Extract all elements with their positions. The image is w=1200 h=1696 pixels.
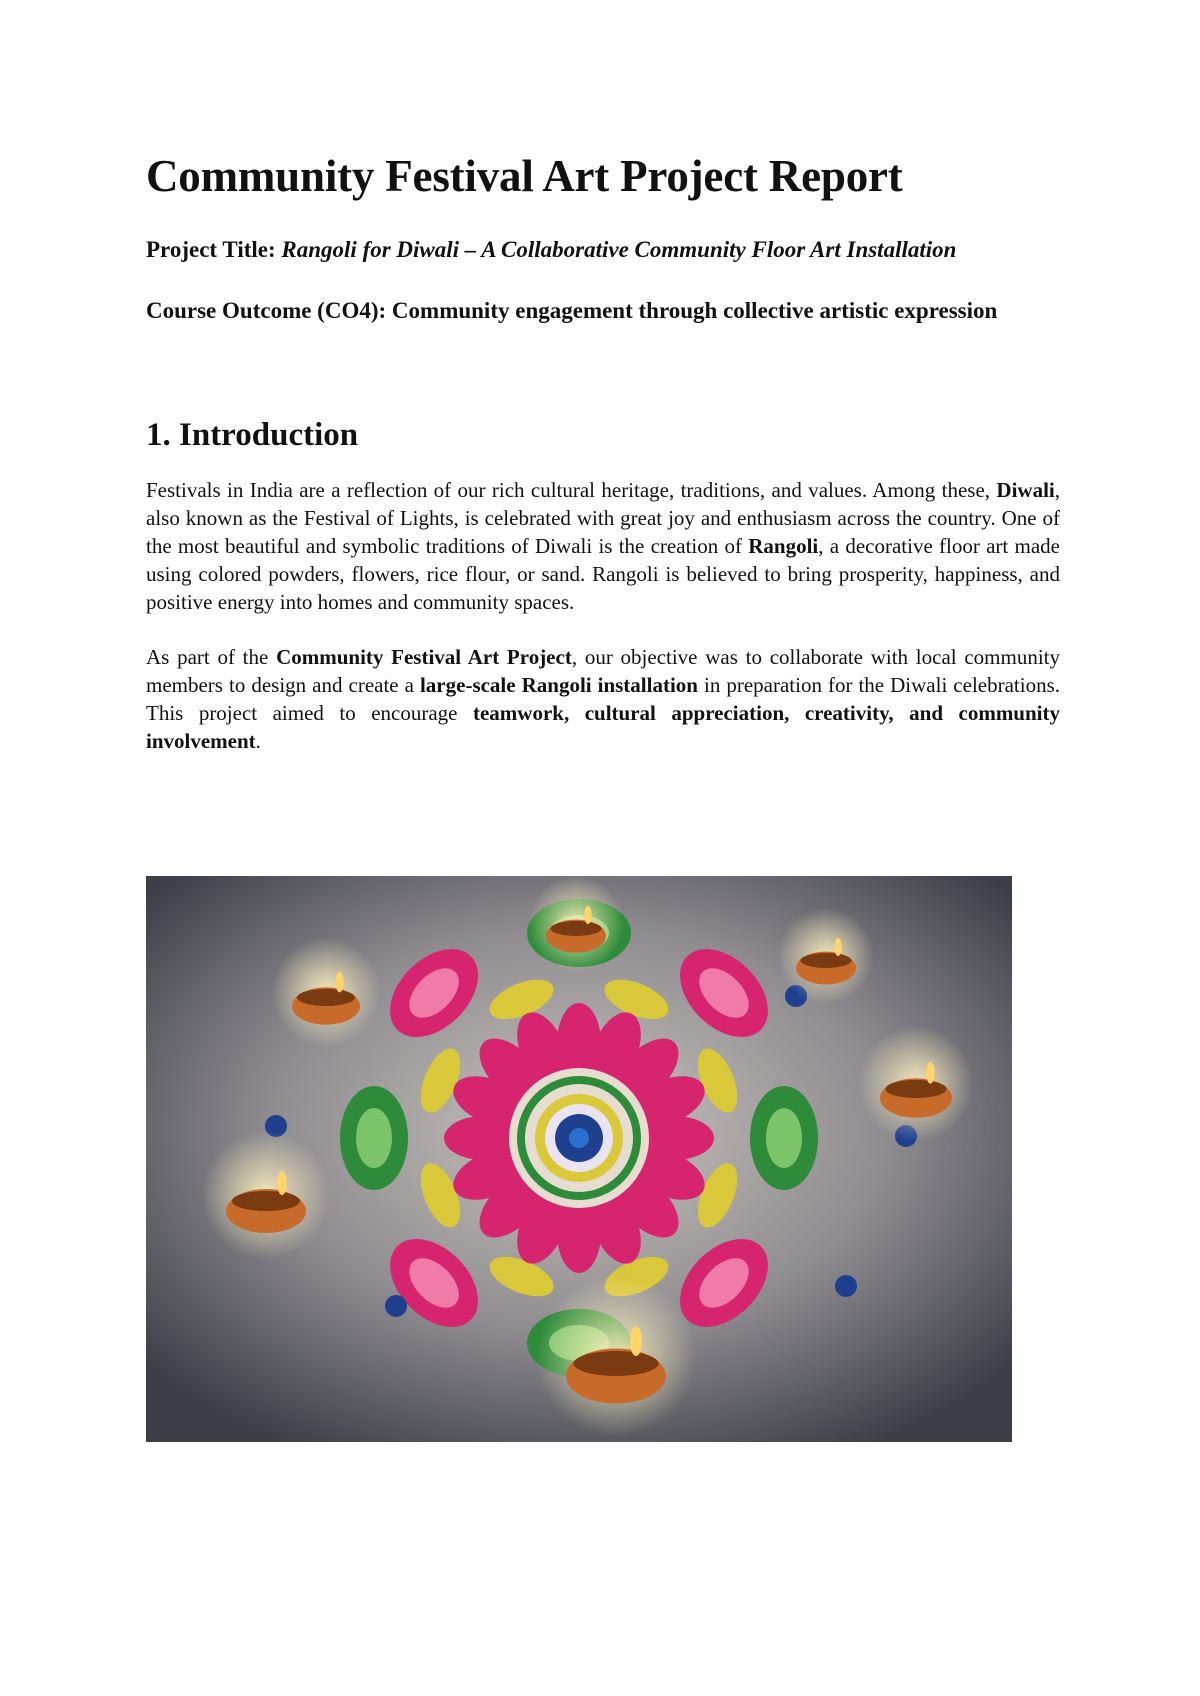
rangoli-photo <box>146 876 1012 1442</box>
diya-flame <box>834 938 841 956</box>
diya-flame <box>584 906 591 924</box>
outer-petal-inner <box>766 1108 802 1168</box>
diya-rim <box>801 953 852 968</box>
bold-text-run: large-scale Rangoli installation <box>419 673 698 697</box>
course-outcome-line <box>146 295 1060 326</box>
diya-flame <box>336 972 344 992</box>
diya-rim <box>885 1080 946 1098</box>
diya-rim <box>297 989 355 1006</box>
report-title: Community Festival Art Project Report <box>146 151 903 201</box>
bold-text-run: Community Festival Art Project <box>276 645 572 669</box>
rangoli-illustration <box>146 876 1012 1442</box>
outer-petal-inner <box>356 1108 392 1168</box>
diya-flame <box>926 1062 935 1084</box>
text-run: As part of the <box>146 645 277 669</box>
project-title-label: Project Title: <box>146 237 276 262</box>
introduction-paragraph-2 <box>146 643 1060 755</box>
text-run: in preparation for the Diwali celebrations. This project aimed to encourage <box>146 673 1061 725</box>
blue-dot <box>385 1295 407 1317</box>
introduction-paragraph-1 <box>146 476 1060 616</box>
text-run: Festivals in India are a reflection of our rich cultural heritage, traditions, and values. Among these, <box>146 478 997 502</box>
diya-flame <box>277 1171 287 1195</box>
bold-text-run: Rangoli <box>748 534 819 558</box>
diya-flame <box>630 1326 642 1356</box>
text-run: , our objective was to collaborate with local community members to design and create a <box>146 645 1060 697</box>
section-heading-introduction: 1. Introduction <box>146 417 359 453</box>
diya-rim <box>551 921 602 936</box>
project-title-line <box>146 234 1060 265</box>
text-run: , a decorative floor art made using colored powders, flowers, rice flour, or sand. Rangoli is believed to bring prosperity, happiness, and positive energy into homes and community spaces. <box>146 534 1060 614</box>
diya-rim <box>232 1191 300 1211</box>
diya-rim <box>574 1351 659 1376</box>
course-outcome-label: Course Outcome (CO4): <box>146 298 387 323</box>
document-content <box>146 148 1060 755</box>
bold-text-run: teamwork, cultural appreciation, creativity, and community involvement <box>146 701 1060 753</box>
blue-dot <box>835 1275 857 1297</box>
bold-text-run: Diwali <box>996 478 1055 502</box>
project-title-value: Rangoli for Diwali – A Collaborative Community Floor Art Installation <box>281 237 957 262</box>
text-run: , also known as the Festival of Lights, is celebrated with great joy and enthusiasm across the country. One of the most beautiful and symbolic traditions of Diwali is the creation of <box>146 478 1060 558</box>
text-run: . <box>255 729 261 753</box>
course-outcome-value: Community engagement through collective artistic expression <box>391 298 998 323</box>
center-dot <box>569 1128 589 1148</box>
